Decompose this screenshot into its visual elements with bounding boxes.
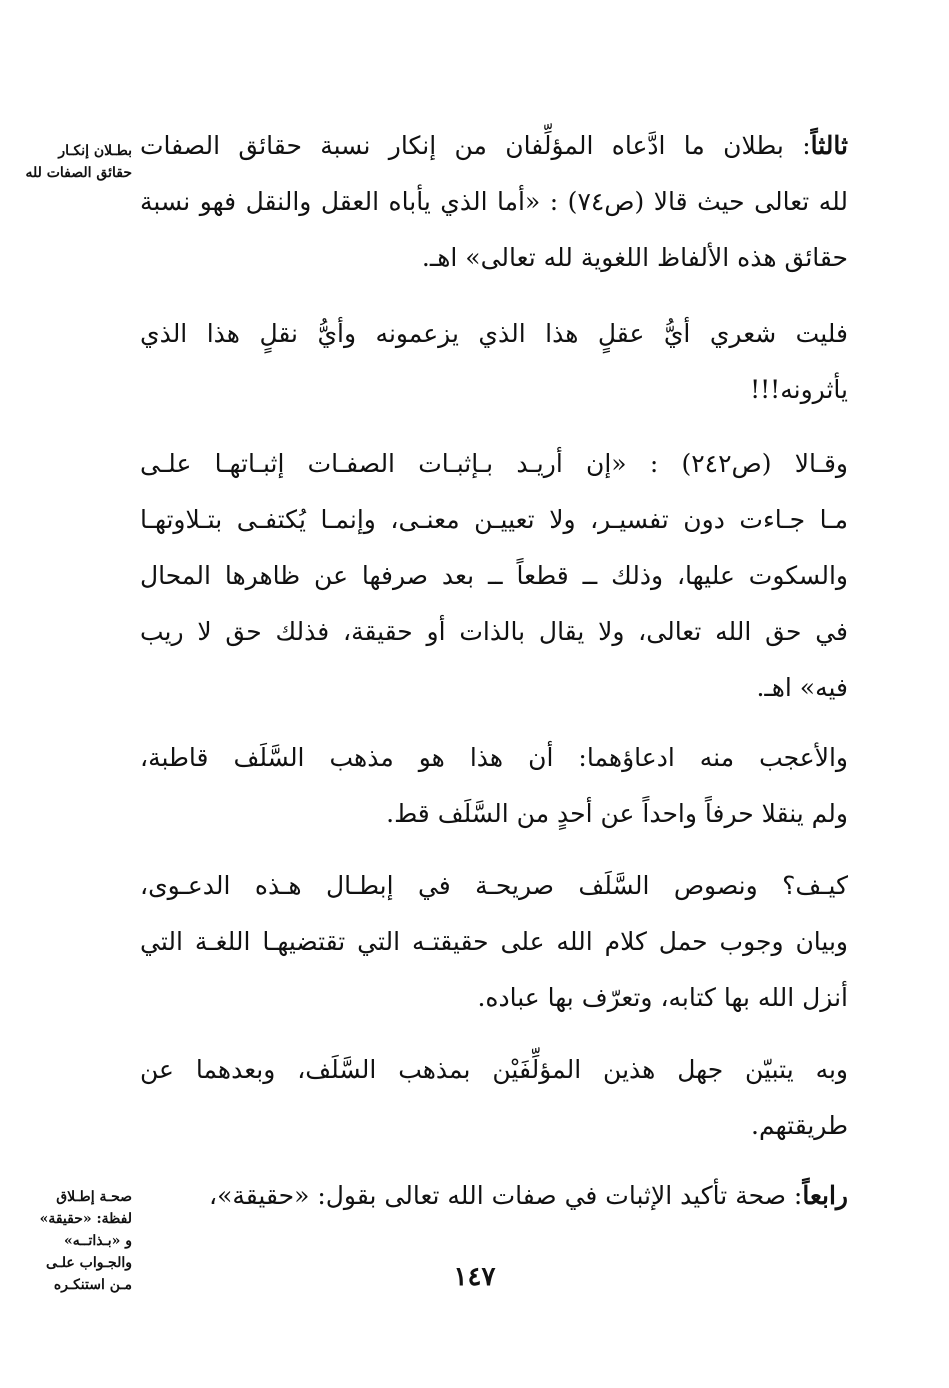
paragraph-line: كيـف؟ ونصوص السَّلَف صريحـة في إبطـال هـذه الدعـوى،: [140, 871, 848, 900]
paragraph-1: [140, 118, 848, 286]
paragraph-line: حقائق هذه الألفاظ اللغوية لله تعالى» اهـ.: [421, 243, 848, 272]
paragraph-lead: ثالثاً: [810, 131, 848, 160]
margin-note-line: حقائق الصفات لله: [25, 165, 132, 181]
paragraph-line: فليت شعري أيُّ عقلٍ هذا الذي يزعمونه وأيُّ نقلٍ هذا الذي: [140, 319, 848, 348]
paragraph-line: في حق الله تعالى، ولا يقال بالذات أو حقيقة، فذلك حق لا ريب: [140, 617, 848, 646]
paragraph-line: لله تعالى حيث قالا (ص٧٤) : «أما الذي يأباه العقل والنقل فهو نسبة: [140, 187, 848, 216]
paragraph-line: والسكوت عليها، وذلك ــ قطعاً ــ بعد صرفها عن ظاهرها المحال: [140, 561, 848, 590]
page-number: ١٤٧: [453, 1262, 496, 1292]
paragraph-line: وبه يتبيّن جهل هذين المؤلِّفَيْن بمذهب السَّلَف، وبعدهما عن: [140, 1055, 848, 1084]
paragraph-7: [140, 1168, 848, 1224]
margin-note-line: بطـلان إنكـار: [58, 143, 132, 159]
paragraph-3: [140, 436, 848, 716]
paragraph-line: مـا جـاءت دون تفسيـر، ولا تعييـن معنـى، وإنمـا يُكتفـى بتـلاوتهـا: [140, 505, 848, 534]
margin-note-1: [25, 140, 132, 184]
margin-note-line: لفظة: «حقيقة»: [39, 1211, 132, 1227]
paragraph-line: رابعاً: صحة تأكيد الإثبات في صفات الله تعالى بقول: «حقيقة»،: [209, 1181, 848, 1210]
paragraph-line: ولم ينقلا حرفاً واحداً عن أحدٍ من السَّلَف قط.: [386, 799, 848, 828]
paragraph-2: [140, 306, 848, 418]
paragraph-line: أنزل الله بها كتابه، وتعرّف بها عباده.: [477, 983, 848, 1012]
paragraph-6: [140, 1042, 848, 1154]
paragraph-5: [140, 858, 848, 1026]
paragraph-lead: رابعاً: [802, 1181, 848, 1210]
paragraph-line: والأعجب منه ادعاؤهما: أن هذا هو مذهب السَّلَف قاطبة،: [140, 743, 848, 772]
paragraph-4: [140, 730, 848, 842]
paragraph-line: فيه» اهـ.: [756, 673, 848, 702]
paragraph-line: وقـالا (ص٢٤٢) : «إن أريـد بـإثبـات الصفـات إثبـاتهـا علـى: [140, 449, 848, 478]
paragraph-line: وبيان وجوب حمل كلام الله على حقيقتـه التي تقتضيهـا اللغـة التي: [140, 927, 848, 956]
paragraph-line: طريقتهم.: [751, 1111, 848, 1140]
margin-note-line: و «بـذاتــه»: [64, 1233, 132, 1249]
paragraph-line: ثالثاً: بطلان ما ادَّعاه المؤلِّفان من إنكار نسبة حقائق الصفات: [140, 131, 848, 160]
margin-note-line: والجـواب علـى: [46, 1255, 132, 1271]
paragraph-line: يأثرونه!!!: [750, 375, 848, 404]
margin-note-line: مـن استنكـره: [53, 1277, 132, 1293]
margin-note-line: صحـة إطـلاق: [56, 1189, 132, 1205]
